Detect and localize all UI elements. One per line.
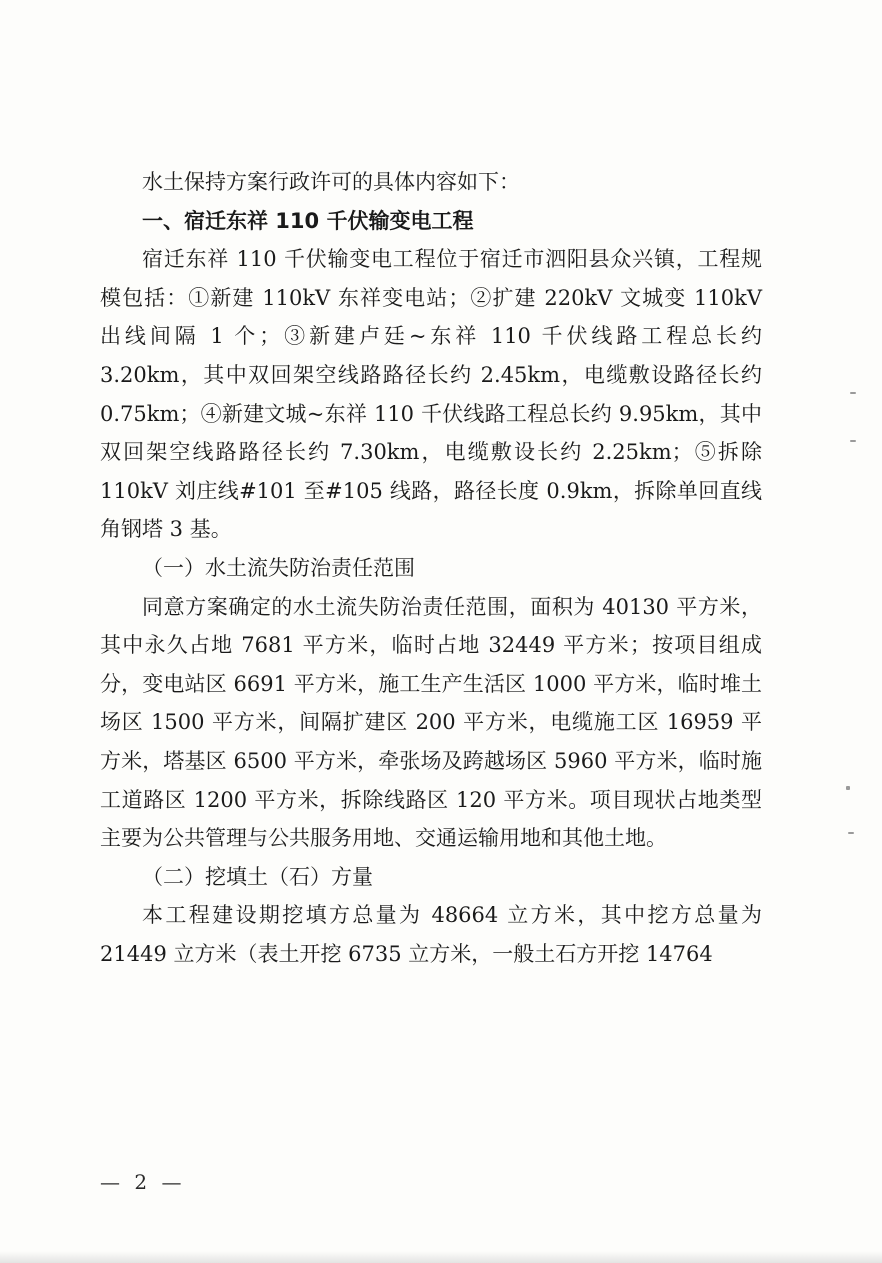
page-number: — 2 — <box>100 1170 186 1194</box>
scan-speck <box>848 832 854 834</box>
scan-speck <box>846 786 850 790</box>
document-body <box>100 163 762 973</box>
scan-edge-shadow <box>0 1251 882 1263</box>
subsection-heading-responsibility-scope: （一）水土流失防治责任范围 <box>142 555 415 580</box>
subsection-heading-earthwork: （二）挖填土（石）方量 <box>142 864 373 889</box>
scan-speck <box>850 392 856 394</box>
responsibility-scope-paragraph: 同意方案确定的水土流失防治责任范围，面积为 40130 平方米，其中永久占地 7681 平方米，临时占地 32449 平方米；按项目组成分，变电站区 6691 平方米，施工生产生活区 1000 平方米，临时堆土场区 1500 平方米，间隔扩建区 200 平方米，电缆施工区 16959 平方米，塔基区 6500 平方米，牵张场及跨越场区 5960 平方米，临时施工道路区 1200 平方米，拆除线路区 120 平方米。项目现状占地类型主要为公共管理与公共服务用地、交通运输用地和其他土地。 <box>100 594 762 851</box>
intro-paragraph: 水土保持方案行政许可的具体内容如下： <box>142 170 520 194</box>
scan-speck <box>850 440 856 442</box>
earthwork-paragraph: 本工程建设期挖填方总量为 48664 立方米，其中挖方总量为 21449 立方米（表土开挖 6735 立方米，一般土石方开挖 14764 <box>100 903 762 966</box>
section-heading: 一、宿迁东祥 110 千伏输变电工程 <box>142 208 474 233</box>
project-description-paragraph: 宿迁东祥 110 千伏输变电工程位于宿迁市泗阳县众兴镇，工程规模包括：①新建 110kV 东祥变电站；②扩建 220kV 文城变 110kV 出线间隔 1 个；③新建卢廷~东祥 110 千伏线路工程总长约 3.20km，其中双回架空线路路径长约 2.45km，电缆敷设路径长约 0.75km；④新建文城~东祥 110 千伏线路工程总长约 9.95km，其中双回架空线路路径长约 7.30km，电缆敷设长约 2.25km；⑤拆除 110kV 刘庄线#101 至#105 线路，路径长度 0.9km，拆除单回直线角钢塔 3 基。 <box>100 247 762 542</box>
